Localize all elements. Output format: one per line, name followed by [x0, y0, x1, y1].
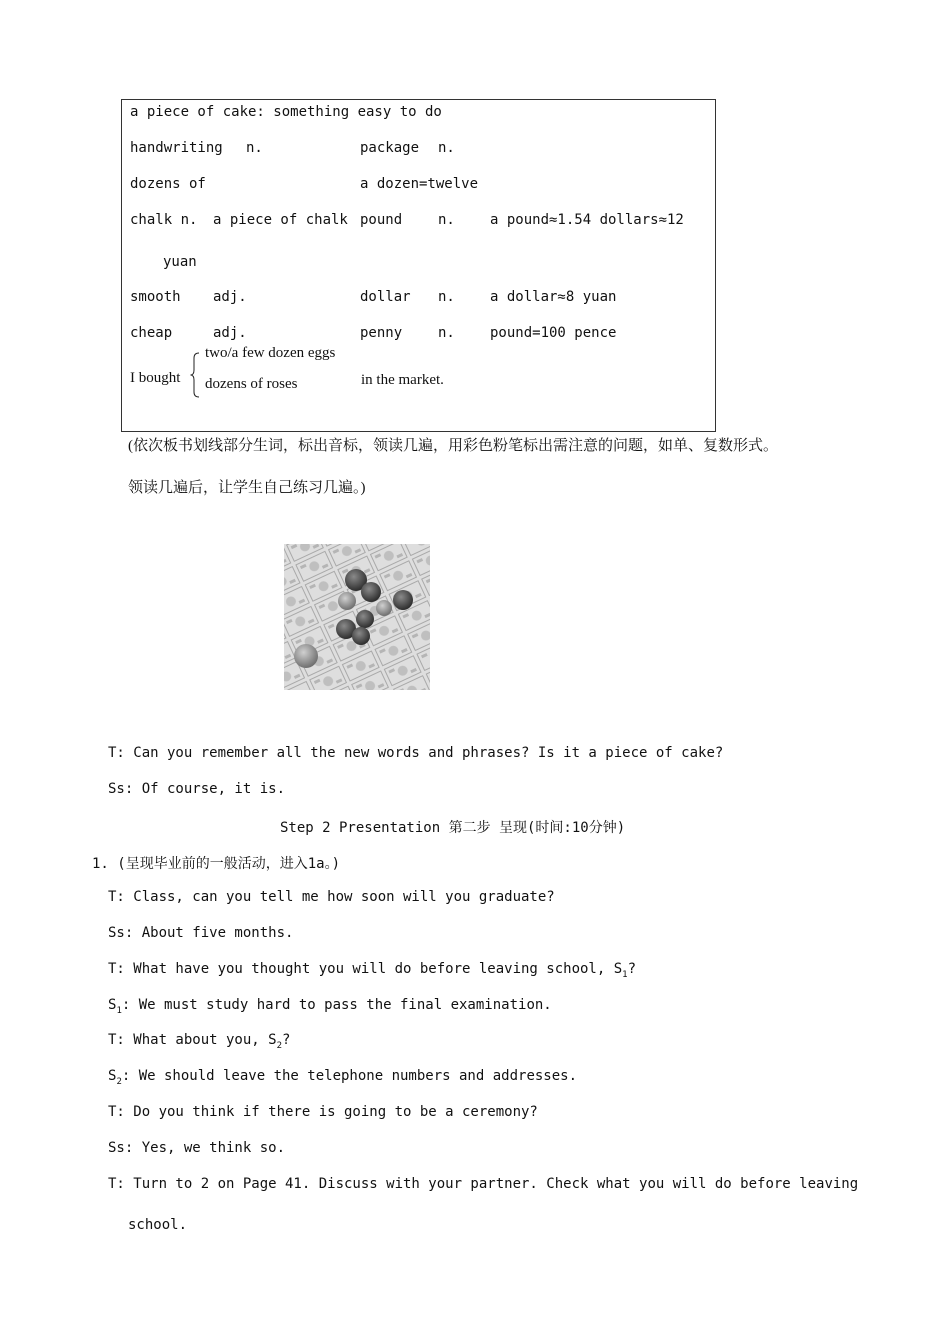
dollar-conversion: a dollar≈8 yuan [490, 289, 617, 305]
dialogue-line: T: Class, can you tell me how soon will you graduate? [108, 889, 555, 905]
word-chalk: chalk n. [130, 212, 198, 228]
pound-conversion-cont: yuan [163, 254, 197, 270]
list-item-1: 1. (呈现毕业前的一般活动，进入1a。) [92, 856, 341, 872]
dialogue-line: T: Turn to 2 on Page 41. Discuss with your partner. Check what you will do before leaving [108, 1176, 859, 1192]
dialogue-line: $S_1$: We must study hard to pass the final examination. [108, 997, 552, 1016]
money-coins-image [284, 544, 430, 690]
word-dozens-of: dozens of [130, 176, 206, 192]
pound-conversion: a pound≈1.54 dollars≈12 [490, 212, 684, 228]
step-heading: Step 2 Presentation 第二步 呈现(时间:10分钟) [280, 820, 626, 836]
bought-option-eggs: two/a few dozen eggs [205, 345, 336, 361]
bought-label: I bought [130, 370, 181, 386]
dialogue-line: T: Do you think if there is going to be a ceremony? [108, 1104, 538, 1120]
box-row-1: a piece of cake: something easy to do [130, 104, 442, 120]
dialogue-line: Ss: About five months. [108, 925, 294, 941]
pos-label: n. [438, 289, 455, 305]
dialogue-line-cont: school. [128, 1217, 188, 1233]
pos-label: adj. [213, 325, 247, 341]
penny-conversion: pound=100 pence [490, 325, 617, 341]
pos-label: n. [438, 325, 455, 341]
teaching-note-line-1: (依次板书划线部分生词，标出音标，领读几遍，用彩色粉笔标出需注意的问题，如单、复数形式。 [128, 438, 778, 454]
curly-brace-icon [190, 352, 200, 398]
teaching-note-line-2: 领读几遍后，让学生自己练习几遍。) [128, 480, 366, 496]
word-cheap: cheap [130, 325, 173, 341]
word-penny: penny [360, 325, 403, 341]
bought-option-roses: dozens of roses [205, 376, 298, 392]
dialogue-line: Ss: Of course, it is. [108, 781, 286, 797]
pos-label: n. [438, 140, 455, 156]
word-handwriting: handwriting [130, 140, 223, 156]
dialogue-line: $S_2$: We should leave the telephone numbers and addresses. [108, 1068, 578, 1087]
dialogue-line: T: What have you thought you will do before leaving school, $S_1$? [108, 961, 637, 980]
dialogue-line: T: Can you remember all the new words and phrases? Is it a piece of cake? [108, 745, 724, 761]
phrase-piece-of-chalk: a piece of chalk [213, 212, 348, 228]
word-package: package [360, 140, 420, 156]
word-dollar: dollar [360, 289, 411, 305]
word-smooth: smooth [130, 289, 181, 305]
pos-label: n. [246, 140, 263, 156]
pos-label: n. [438, 212, 455, 228]
market-text: in the market. [361, 372, 444, 388]
dialogue-line: Ss: Yes, we think so. [108, 1140, 286, 1156]
dialogue-line: T: What about you, $S_2$? [108, 1032, 291, 1051]
word-dozen: a dozen=twelve [360, 176, 479, 192]
word-pound: pound [360, 212, 403, 228]
pos-label: adj. [213, 289, 247, 305]
